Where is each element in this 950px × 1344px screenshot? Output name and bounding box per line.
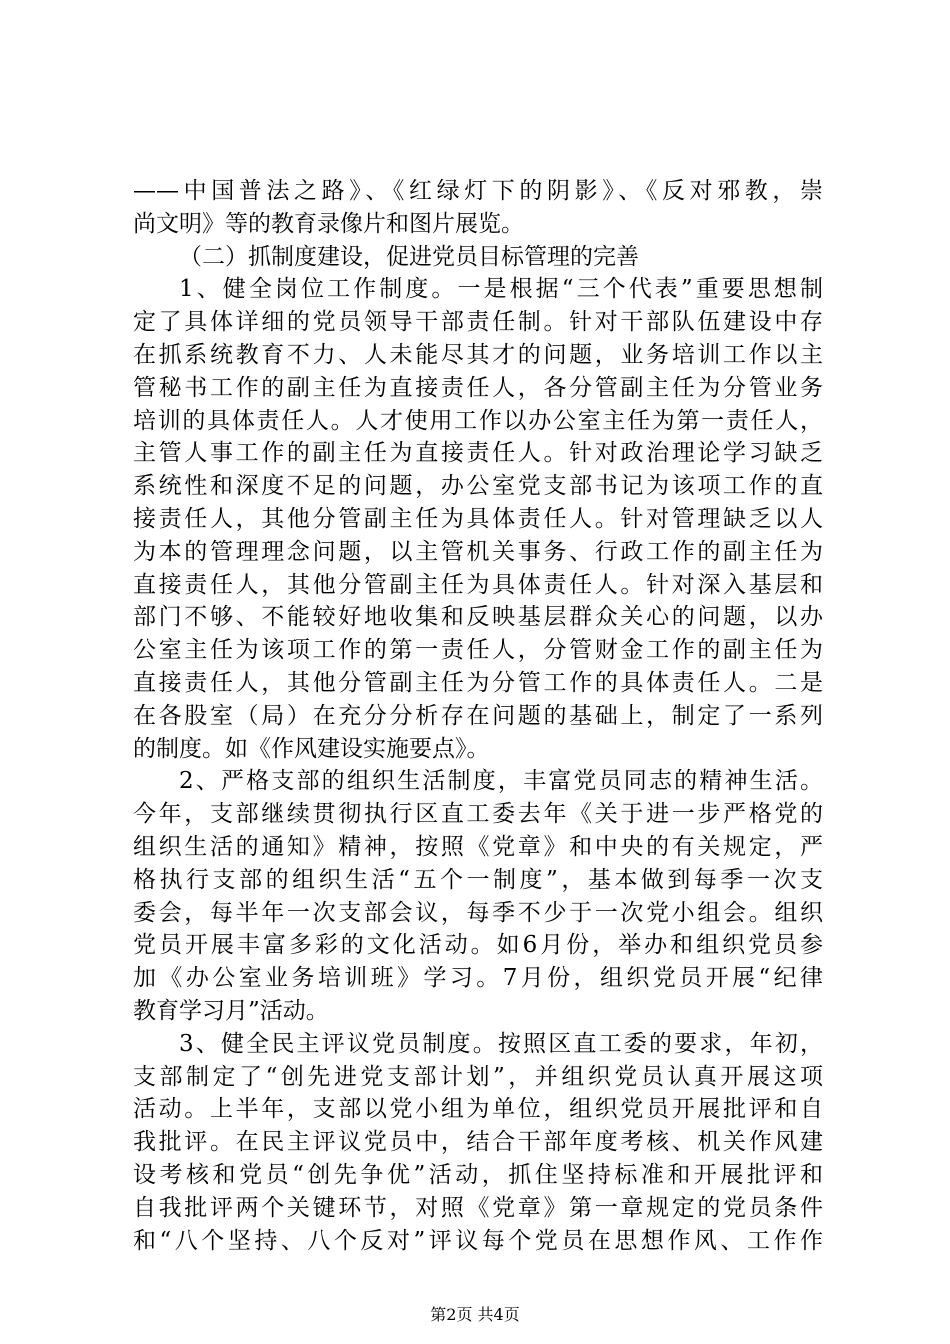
- paragraph-start-line: 3、健全民主评议党员制度。按照区直工委的要求，年初，: [179, 1030, 823, 1057]
- paragraph-start-line: 1、健全岗位工作制度。一是根据“三个代表”重要思想制: [179, 276, 823, 303]
- text-line: 接责任人，其他分管副主任为具体责任人。针对管理缺乏以人: [133, 505, 823, 532]
- text-line: 加《办公室业务培训班》学习。7月份，组织党员开展“纪律: [133, 965, 823, 992]
- text-line: 设考核和党员“创先争优”活动，抓住坚持标准和开展批评和: [133, 1161, 823, 1188]
- text-line: 委会，每半年一次支部会议，每季不少于一次党小组会。组织: [133, 899, 823, 926]
- text-line: 系统性和深度不足的问题，办公室党支部书记为该项工作的直: [133, 473, 823, 500]
- text-line: ——中国普法之路》、《红绿灯下的阴影》、《反对邪教，崇: [133, 178, 823, 204]
- text-line: 的制度。如《作风建设实施要点》。: [133, 735, 490, 762]
- text-line: 今年，支部继续贯彻执行区直工委去年《关于进一步严格党的: [133, 801, 823, 828]
- text-line: 部门不够、不能较好地收集和反映基层群众关心的问题，以办: [133, 604, 823, 631]
- section-heading: （二）抓制度建设，促进党员目标管理的完善: [179, 243, 639, 270]
- text-line: 组织生活的通知》精神，按照《党章》和中央的有关规定，严: [133, 833, 823, 860]
- text-line: 定了具体详细的党员领导干部责任制。针对干部队伍建设中存: [133, 309, 823, 336]
- text-line: 直接责任人，其他分管副主任为具体责任人。针对深入基层和: [133, 571, 823, 598]
- text-line: 自我批评两个关键环节，对照《党章》第一章规定的党员条件: [133, 1194, 823, 1221]
- text-line: 我批评。在民主评议党员中，结合干部年度考核、机关作风建: [133, 1129, 823, 1156]
- text-line: 直接责任人，其他分管副主任为分管工作的具体责任人。二是: [133, 669, 823, 696]
- paragraph-start-line: 2、严格支部的组织生活制度，丰富党员同志的精神生活。: [179, 768, 823, 795]
- text-line: 管秘书工作的副主任为直接责任人，各分管副主任为分管业务: [133, 374, 823, 401]
- page-number-footer: 第2页 共4页: [430, 1305, 520, 1324]
- text-line: 活动。上半年，支部以党小组为单位，组织党员开展批评和自: [133, 1096, 823, 1123]
- text-line: 主管人事工作的副主任为直接责任人。针对政治理论学习缺乏: [133, 440, 823, 467]
- document-body: [133, 175, 823, 1257]
- text-line: 和“八个坚持、八个反对”评议每个党员在思想作风、工作作: [133, 1227, 823, 1254]
- text-line: 为本的管理理念问题，以主管机关事务、行政工作的副主任为: [133, 538, 823, 565]
- text-line: 培训的具体责任人。人才使用工作以办公室主任为第一责任人，: [133, 407, 823, 434]
- text-line: 在抓系统教育不力、人未能尽其才的问题，业务培训工作以主: [133, 341, 823, 368]
- text-line: 党员开展丰富多彩的文化活动。如6月份，举办和组织党员参: [133, 932, 823, 959]
- text-line: 在各股室（局）在充分分析存在问题的基础上，制定了一系列: [133, 702, 823, 729]
- text-line: 尚文明》等的教育录像片和图片展览。: [133, 210, 524, 237]
- text-line: 支部制定了“创先进党支部计划”，并组织党员认真开展这项: [133, 1063, 823, 1090]
- text-line: 公室主任为该项工作的第一责任人，分管财金工作的副主任为: [133, 637, 823, 664]
- text-line: 格执行支部的组织生活“五个一制度”，基本做到每季一次支: [133, 866, 823, 893]
- text-line: 教育学习月”活动。: [133, 997, 329, 1024]
